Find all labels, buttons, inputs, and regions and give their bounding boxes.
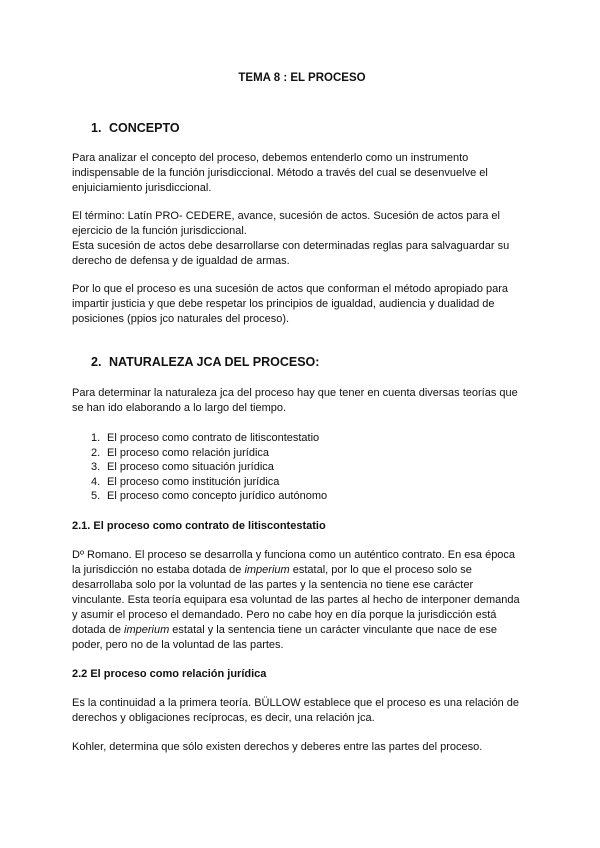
document-title: TEMA 8 : EL PROCESO [238, 72, 366, 84]
subsection-heading-litiscontestatio: 2.1. El proceso como contrato de litiscontestatio [72, 520, 326, 532]
list-item: 4. El proceso como institución jurídica [91, 475, 280, 488]
paragraph-relacion-1: Es la continuidad a la primera teoría. BÜLLOW establece que el proceso es una relación de derechos y obligaciones recíprocas, es decir, una relación jca. [72, 697, 519, 724]
section-heading-naturaleza: 2. NATURALEZA JCA DEL PROCESO: [91, 355, 320, 369]
list-item: 1. El proceso como contrato de litiscontestatio [91, 432, 320, 444]
list-item: 3. El proceso como situación jurídica [91, 461, 274, 474]
paragraph-naturaleza-intro: Para determinar la naturaleza jca del proceso hay que tener en cuenta diversas teorías que se han ido elaborando a lo largo del tiempo. [72, 387, 518, 414]
theories-list [91, 431, 327, 504]
section-heading-concepto: 1. CONCEPTO [91, 121, 180, 135]
list-item: 2. El proceso como relación jurídica [91, 446, 270, 459]
list-item: 5. El proceso como concepto jurídico autónomo [91, 490, 328, 503]
paragraph-relacion-2: Kohler, determina que sólo existen derechos y deberes entre las partes del proceso. [72, 741, 483, 753]
subsection-heading-relacion: 2.2 El proceso como relación jurídica [72, 668, 267, 680]
paragraph-concepto-2: El término: Latín PRO- CEDERE, avance, sucesión de actos. Sucesión de actos para el ejercicio de la función jurisdiccional. Esta sucesión de actos debe desarrollarse con determinadas reglas para salvaguardar su derecho de defensa y de igualdad de armas. [72, 210, 510, 267]
paragraph-concepto-3: Por lo que el proceso es una sucesión de actos que conforman el método apropiado para impartir justicia y que debe respetar los principios de igualdad, audiencia y dualidad de posiciones (ppios jco naturales del proceso). [72, 283, 509, 325]
paragraph-concepto-1: Para analizar el concepto del proceso, debemos entenderlo como un instrumento indispensable de la función jurisdiccional. Método a través del cual se desenvuelve el enjuiciamiento jurisdiccional. [72, 152, 488, 194]
paragraph-litiscontestatio: Dº Romano. El proceso se desarrolla y funciona como un auténtico contrato. En esa época la jurisdicción no estaba dotada de imperium estatal, por lo que el proceso solo se desarrollaba solo por la voluntad de las partes y la sentencia no tiene ese carácter vinculante. Esta teoría equipara esa voluntad de las partes al hecho de interponer demanda y asumir el proceso el demandado. Pero no cabe hoy en día porque la jurisdicción está dotada de imperium estatal y la sentencia tiene un carácter vinculante que nace de ese poder, pero no de la voluntad de las partes. [72, 549, 520, 651]
